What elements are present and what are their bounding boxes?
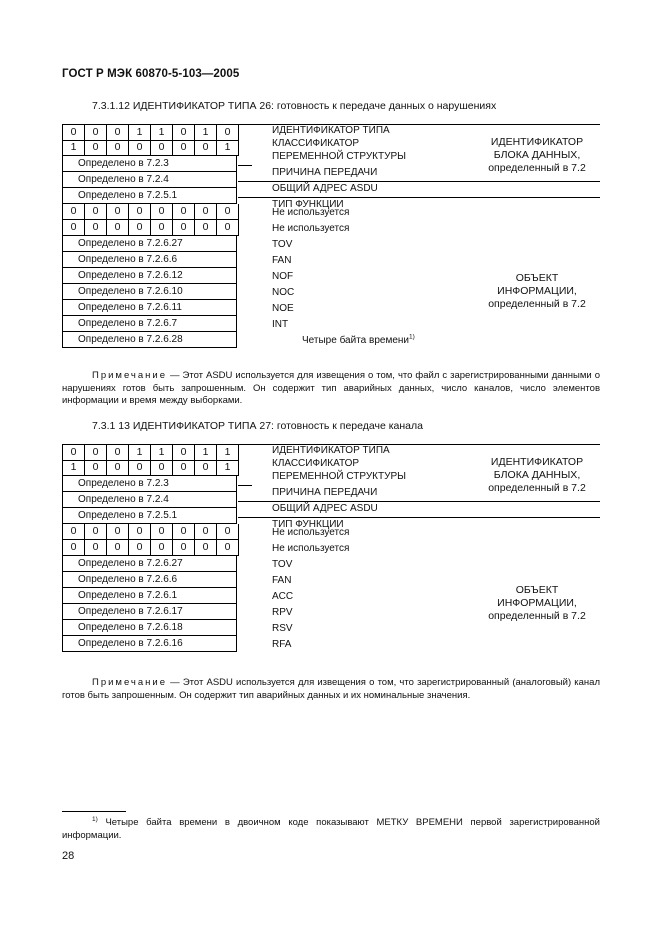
group-line: определенный в 7.2: [488, 482, 586, 494]
bit-cell: 0: [85, 204, 107, 220]
definition-cell: Определено в 7.2.6.17: [62, 604, 237, 620]
field-label: ПЕРЕМЕННОЙ СТРУКТУРЫ: [272, 151, 406, 162]
field-label: [272, 270, 293, 283]
bit-cell: 0: [63, 445, 85, 461]
bit-cell: 0: [107, 125, 129, 141]
definition-cell: Определено в 7.2.4: [62, 492, 237, 508]
field-label: [272, 590, 293, 603]
vsq-bits: [62, 140, 239, 156]
field-label: [272, 238, 292, 251]
bit-cell: 1: [195, 125, 217, 141]
bit-cell: 0: [85, 220, 107, 236]
bit-cell: 0: [217, 524, 239, 540]
bit-cell: 0: [129, 524, 151, 540]
bit-cell: 0: [151, 204, 173, 220]
bit-cell: 1: [151, 445, 173, 461]
section-title: 7.3.1 13 ИДЕНТИФИКАТОР ТИПА 27: готовность к передаче канала: [92, 420, 423, 432]
bit-cell: 0: [107, 524, 129, 540]
unused-bits: [62, 220, 239, 236]
field-label-text: RSV: [272, 623, 293, 634]
field-label-text: NOC: [272, 287, 295, 298]
field-label: [272, 558, 292, 571]
bit-cell: 0: [107, 220, 129, 236]
bit-cell: 0: [107, 460, 129, 476]
bit-cell: 0: [195, 460, 217, 476]
group-line: ИДЕНТИФИКАТОР: [490, 456, 584, 468]
definition-cell: Определено в 7.2.6.10: [62, 284, 237, 300]
bit-cell: 0: [129, 540, 151, 556]
unused-bits: [62, 540, 239, 556]
field-label: ТИП ФУНКЦИИ: [272, 199, 344, 210]
bit-cell: 1: [217, 140, 239, 156]
definition-cell: Определено в 7.2.6.6: [62, 572, 237, 588]
field-label-text: NOE: [272, 303, 294, 314]
footnote-ref: 1): [409, 333, 415, 341]
unused-bits: [62, 204, 239, 220]
group-line: определенный в 7.2: [488, 298, 586, 310]
note: [62, 677, 600, 702]
field-label-text: TOV: [272, 559, 293, 570]
field-label: [272, 606, 293, 619]
note-prefix: Примечание: [92, 677, 167, 688]
definition-cell: Определено в 7.2.6.11: [62, 300, 237, 316]
bit-cell: 0: [85, 445, 107, 461]
field-label-text: TOV: [272, 239, 293, 250]
rule: [238, 165, 252, 166]
bit-cell: 1: [129, 125, 151, 141]
field-label: [272, 622, 293, 635]
bit-cell: 0: [173, 220, 195, 236]
bit-cell: 0: [173, 125, 195, 141]
bit-cell: 0: [129, 140, 151, 156]
note: [62, 370, 600, 408]
footnote: [62, 817, 600, 842]
field-label: ТИП ФУНКЦИИ: [272, 519, 344, 530]
rule: [238, 501, 600, 502]
group-line: ОБЪЕКТ: [515, 272, 559, 284]
bit-cell: 0: [151, 460, 173, 476]
field-label-text: NOF: [272, 271, 294, 282]
rule: [238, 197, 600, 198]
definition-cell: Определено в 7.2.6.27: [62, 236, 237, 252]
section-title: 7.3.1.12 ИДЕНТИФИКАТОР ТИПА 26: готовность к передаче данных о нарушениях: [92, 100, 497, 112]
note-text: — Этот ASDU используется для извещения о том, что файл с зарегистрированными данными о нарушениях готов быть запрошенным. Он содержит тип аварийных данных, число каналов, число элементов информации и время между выборками.: [62, 370, 600, 406]
field-label-text: Четыре байта времени: [302, 335, 409, 346]
field-label: ОБЩИЙ АДРЕС ASDU: [272, 183, 378, 194]
definition-cell: Определено в 7.2.6.12: [62, 268, 237, 284]
bit-cell: 1: [63, 140, 85, 156]
bit-cell: 0: [63, 524, 85, 540]
bit-cell: 0: [129, 204, 151, 220]
bit-cell: 1: [63, 460, 85, 476]
group-label-information-object: [472, 584, 602, 623]
definition-cell: Определено в 7.2.6.1: [62, 588, 237, 604]
group-line: ОБЪЕКТ: [515, 584, 559, 596]
field-label-text: ACC: [272, 591, 294, 602]
bit-cell: 0: [63, 540, 85, 556]
field-label: [272, 574, 291, 587]
type-id-bits: [62, 444, 239, 461]
group-line: определенный в 7.2: [488, 162, 586, 174]
bit-cell: 1: [217, 445, 239, 461]
bit-cell: 0: [173, 524, 195, 540]
field-label: ПЕРЕМЕННОЙ СТРУКТУРЫ: [272, 471, 406, 482]
group-line: определенный в 7.2: [488, 610, 586, 622]
field-label-text: RPV: [272, 607, 293, 618]
bit-cell: 0: [195, 204, 217, 220]
bit-cell: 0: [217, 540, 239, 556]
bit-cell: 0: [85, 524, 107, 540]
vsq-bits: [62, 460, 239, 476]
definition-cell: Определено в 7.2.6.18: [62, 620, 237, 636]
field-label: ОБЩИЙ АДРЕС ASDU: [272, 503, 378, 514]
bit-cell: 0: [151, 524, 173, 540]
note-prefix: Примечание: [92, 370, 167, 381]
field-label: [272, 302, 294, 315]
bit-cell: 0: [151, 540, 173, 556]
field-label-text: RFA: [272, 639, 292, 650]
field-label: КЛАССИФИКАТОР: [272, 138, 360, 149]
bit-cell: 1: [195, 445, 217, 461]
definition-cell: Определено в 7.2.3: [62, 476, 237, 492]
field-label: [272, 286, 294, 299]
bit-cell: 0: [107, 540, 129, 556]
bit-cell: 0: [195, 524, 217, 540]
definition-cell: Определено в 7.2.6.7: [62, 316, 237, 332]
bit-cell: 0: [63, 204, 85, 220]
type-id-bits: [62, 124, 239, 141]
rule: [238, 444, 600, 445]
bit-cell: 0: [217, 204, 239, 220]
group-label-information-object: [472, 272, 602, 311]
bit-cell: 0: [63, 125, 85, 141]
bit-cell: 0: [195, 540, 217, 556]
bit-cell: 0: [107, 204, 129, 220]
bit-cell: 0: [85, 125, 107, 141]
bit-cell: 0: [107, 140, 129, 156]
field-label: [272, 254, 291, 267]
field-label: ИДЕНТИФИКАТОР ТИПА: [272, 445, 390, 456]
bit-cell: 0: [217, 125, 239, 141]
rule: [238, 517, 600, 518]
group-line: БЛОКА ДАННЫХ,: [493, 469, 581, 481]
definition-cell: Определено в 7.2.3: [62, 156, 237, 172]
bit-cell: 0: [173, 540, 195, 556]
field-label: Не используется: [272, 527, 350, 538]
group-line: ИДЕНТИФИКАТОР: [490, 136, 584, 148]
field-label: ПРИЧИНА ПЕРЕДАЧИ: [272, 167, 378, 178]
bit-cell: 1: [151, 125, 173, 141]
footnote-text: Четыре байта времени в двоичном коде показывают МЕТКУ ВРЕМЕНИ первой зарегистрированной информации.: [62, 817, 600, 841]
bit-cell: 0: [195, 140, 217, 156]
note-text: — Этот ASDU используется для извещения о том, что зарегистрированный (аналоговый) канал готов быть запрошенным. Он содержит тип аварийных данных и их номинальные значения.: [62, 677, 600, 701]
group-line: ИНФОРМАЦИИ,: [497, 285, 577, 297]
bit-cell: 0: [151, 220, 173, 236]
bit-cell: 0: [217, 220, 239, 236]
bit-cell: 0: [85, 460, 107, 476]
bit-cell: 0: [151, 140, 173, 156]
field-label: Не используется: [272, 543, 350, 554]
bit-cell: 1: [217, 460, 239, 476]
bit-cell: 0: [173, 140, 195, 156]
definition-cell: Определено в 7.2.6.6: [62, 252, 237, 268]
bit-cell: 0: [129, 220, 151, 236]
bit-cell: 0: [63, 220, 85, 236]
bit-cell: 0: [173, 460, 195, 476]
definition-cell: Определено в 7.2.5.1: [62, 508, 237, 524]
field-label: [272, 638, 291, 651]
bit-cell: 0: [129, 460, 151, 476]
field-label-text: INT: [272, 319, 289, 330]
rule: [238, 485, 252, 486]
unused-bits: [62, 524, 239, 540]
definition-cell: Определено в 7.2.4: [62, 172, 237, 188]
field-label: ПРИЧИНА ПЕРЕДАЧИ: [272, 487, 378, 498]
bit-cell: 0: [107, 445, 129, 461]
bit-cell: 0: [173, 445, 195, 461]
group-label-data-unit-id: [472, 456, 602, 495]
footnote-mark: 1): [92, 815, 98, 823]
definition-cell: Определено в 7.2.6.28: [62, 332, 237, 348]
page-number: 28: [62, 850, 75, 862]
field-label: КЛАССИФИКАТОР: [272, 458, 360, 469]
group-line: ИНФОРМАЦИИ,: [497, 597, 577, 609]
bit-cell: 0: [195, 220, 217, 236]
field-label: [302, 334, 415, 347]
bit-cell: 0: [85, 140, 107, 156]
rule: [238, 181, 600, 182]
definition-cell: Определено в 7.2.6.16: [62, 636, 237, 652]
group-line: БЛОКА ДАННЫХ,: [493, 149, 581, 161]
footnote-rule: [62, 811, 126, 812]
field-label: [272, 318, 288, 331]
bit-cell: 0: [173, 204, 195, 220]
rule: [238, 124, 600, 125]
bit-cell: 1: [129, 445, 151, 461]
field-label-text: FAN: [272, 255, 292, 266]
field-label: ИДЕНТИФИКАТОР ТИПА: [272, 125, 390, 136]
group-label-data-unit-id: [472, 136, 602, 175]
definition-cell: Определено в 7.2.6.27: [62, 556, 237, 572]
field-label: Не используется: [272, 223, 350, 234]
page-header: ГОСТ Р МЭК 60870-5-103—2005: [62, 68, 240, 80]
definition-cell: Определено в 7.2.5.1: [62, 188, 237, 204]
field-label-text: FAN: [272, 575, 292, 586]
field-label: Не используется: [272, 207, 350, 218]
bit-cell: 0: [85, 540, 107, 556]
